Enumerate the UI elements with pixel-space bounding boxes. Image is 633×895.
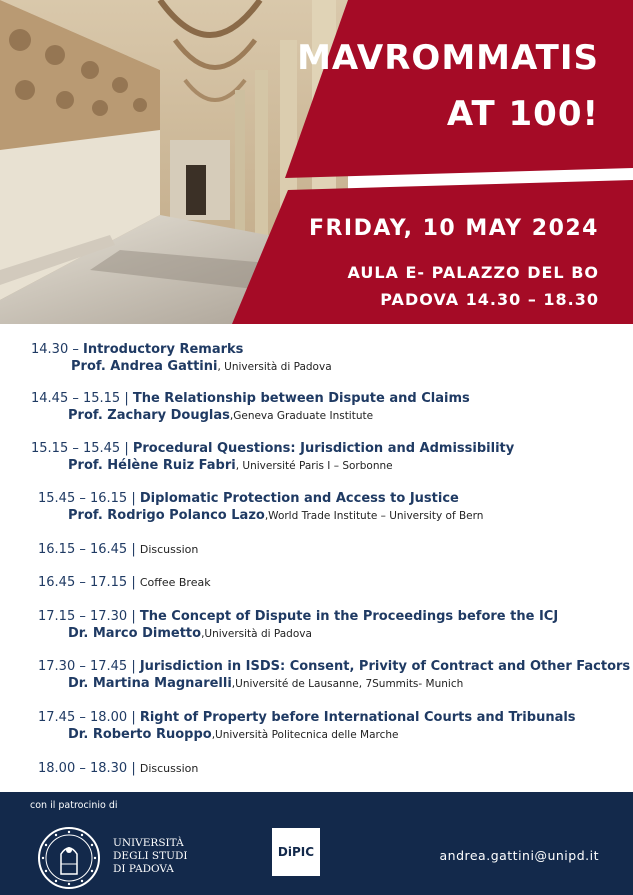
program-item: 17.15 – 17.30 | The Concept of Dispute in the Proceedings before the ICJ Dr. Marco Dimetto,Università di Padova — [38, 609, 559, 641]
program-item: 15.15 – 15.45 | Procedural Questions: Jurisdiction and Admissibility Prof. Hélène Ruiz Fabri, Université Paris I – Sorbonne — [31, 441, 515, 473]
speaker-name: Dr. Roberto Ruoppo — [68, 727, 212, 742]
session-time: 16.15 – 16.45 | — [38, 542, 140, 557]
session-time: 18.00 – 18.30 | — [38, 761, 140, 776]
program-item: 17.30 – 17.45 | Jurisdiction in ISDS: Consent, Privity of Contract and Other Factors Dr. Martina Magnarelli,Université de Lausanne, 7Summits- Munich — [38, 659, 631, 691]
speaker-affiliation: Università di Padova — [224, 361, 332, 373]
speaker-name: Prof. Rodrigo Polanco Lazo — [68, 508, 265, 523]
session-time: 17.45 – 18.00 | — [38, 710, 140, 725]
program-item: 15.45 – 16.15 | Diplomatic Protection and Access to Justice Prof. Rodrigo Polanco Lazo,World Trade Institute – University of Bern — [38, 491, 484, 523]
header-banner — [0, 0, 633, 324]
event-venue: AULA E- PALAZZO DEL BO — [347, 263, 599, 282]
event-title-line2: AT 100! — [446, 94, 599, 134]
session-time: 17.15 – 17.30 | — [38, 609, 140, 624]
event-title-line1: MAVROMMATIS — [297, 38, 599, 78]
speaker-name: Prof. Andrea Gattini — [71, 359, 218, 374]
session-time: 16.45 – 17.15 | — [38, 575, 140, 590]
unipd-line2: DEGLI STUDI — [113, 850, 188, 862]
speaker-affiliation: Università di Padova — [204, 628, 312, 640]
program-item — [38, 542, 198, 557]
session-time: 14.45 – 15.15 | — [31, 391, 133, 406]
unipd-line1: UNIVERSITÀ — [113, 837, 184, 849]
program-item: 14.30 – Introductory Remarks Prof. Andrea Gattini, Università di Padova — [31, 342, 332, 374]
session-title: The Concept of Dispute in the Proceedings before the ICJ — [139, 609, 559, 624]
event-location-time: PADOVA 14.30 – 18.30 — [380, 290, 599, 309]
session-title: Right of Property before International Courts and Tribunals — [139, 710, 576, 725]
session-label: Discussion — [139, 543, 199, 556]
footer-band — [0, 792, 633, 895]
dipic-logo: DiPIC — [272, 828, 320, 876]
program-item: 14.45 – 15.15 | The Relationship between Dispute and Claims Prof. Zachary Douglas,Geneva Graduate Institute — [31, 391, 470, 423]
session-time: 15.45 – 16.15 | — [38, 491, 140, 506]
speaker-name: Dr. Martina Magnarelli — [68, 676, 232, 691]
session-title: The Relationship between Dispute and Claims — [132, 391, 470, 406]
session-title: Procedural Questions: Jurisdiction and Admissibility — [132, 441, 515, 456]
program-item — [38, 575, 211, 590]
university-logo-text — [113, 837, 188, 876]
session-label: Discussion — [139, 762, 199, 775]
session-title: Jurisdiction in ISDS: Consent, Privity of Contract and Other Factors — [139, 659, 631, 674]
speaker-affiliation: Université Paris I – Sorbonne — [242, 460, 393, 472]
event-date: FRIDAY, 10 MAY 2024 — [308, 216, 599, 241]
session-label: Coffee Break — [139, 576, 211, 589]
speaker-affiliation: Université de Lausanne, 7Summits- Munich — [235, 678, 464, 690]
speaker-name: Dr. Marco Dimetto — [68, 626, 202, 641]
program-item — [38, 761, 198, 776]
session-time: 17.30 – 17.45 | — [38, 659, 140, 674]
session-time: 15.15 – 15.45 | — [31, 441, 133, 456]
patronage-label: con il patrocinio di — [30, 800, 118, 811]
speaker-affiliation: Università Politecnica delle Marche — [215, 729, 399, 741]
session-time: 14.30 – — [31, 342, 83, 357]
university-seal-icon — [37, 826, 101, 890]
session-title: Introductory Remarks — [82, 342, 244, 357]
unipd-line3: DI PADOVA — [113, 863, 174, 875]
speaker-name: Prof. Hélène Ruiz Fabri — [68, 458, 236, 473]
speaker-affiliation: World Trade Institute – University of Bern — [268, 510, 484, 522]
speaker-affiliation: Geneva Graduate Institute — [233, 410, 374, 422]
session-title: Diplomatic Protection and Access to Justice — [139, 491, 459, 506]
speaker-name: Prof. Zachary Douglas — [68, 408, 230, 423]
program-item: 17.45 – 18.00 | Right of Property before International Courts and Tribunals Dr. Roberto Ruoppo,Università Politecnica delle Marche — [38, 710, 576, 742]
contact-email[interactable]: andrea.gattini@unipd.it — [439, 848, 599, 863]
